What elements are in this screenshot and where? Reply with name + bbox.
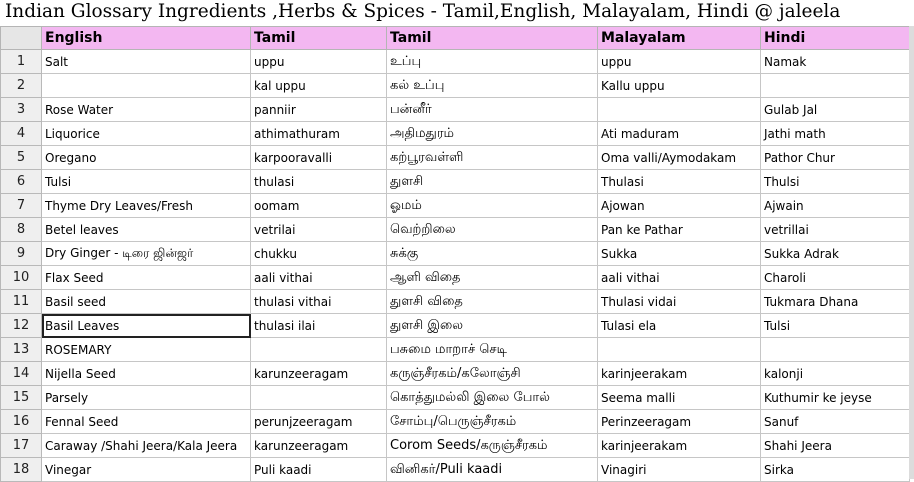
cell-hindi[interactable]: Shahi Jeera [761,434,910,458]
cell-english[interactable]: Caraway /Shahi Jeera/Kala Jeera [42,434,251,458]
header-row [1,27,910,50]
cell-tamil-script[interactable]: துளசி விதை [387,290,598,314]
cell-tamil[interactable]: uppu [251,50,387,74]
row-number[interactable]: 2 [1,74,42,98]
cell-english[interactable]: Dry Ginger - டிரை ஜின்ஜர் [42,242,251,266]
cell-tamil[interactable]: athimathuram [251,122,387,146]
table-row [1,122,910,146]
cell-malayalam[interactable] [598,98,761,122]
cell-hindi[interactable]: Gulab Jal [761,98,910,122]
cell-tamil-script[interactable]: ஆளி விதை [387,266,598,290]
cell-malayalam[interactable]: aali vithai [598,266,761,290]
column-header-tamil-script[interactable]: Tamil [387,27,598,50]
cell-malayalam[interactable]: Oma valli/Aymodakam [598,146,761,170]
cell-tamil-script[interactable]: உப்பு [387,50,598,74]
cell-tamil[interactable]: oomam [251,194,387,218]
cell-malayalam[interactable]: Tulasi ela [598,314,761,338]
table-row [1,50,910,74]
cell-malayalam[interactable]: Kallu uppu [598,74,761,98]
cell-tamil-script[interactable]: வெற்றிலை [387,218,598,242]
cell-tamil-script[interactable]: பன்னீர் [387,98,598,122]
table-row [1,266,910,290]
cell-malayalam[interactable]: Perinzeeragam [598,410,761,434]
cell-hindi[interactable]: Ajwain [761,194,910,218]
table-row [1,338,910,362]
cell-malayalam[interactable]: Seema malli [598,386,761,410]
row-number[interactable]: 17 [1,434,42,458]
cell-tamil[interactable]: thulasi ilai [251,314,387,338]
cell-malayalam[interactable]: Ajowan [598,194,761,218]
cell-english[interactable]: Salt [42,50,251,74]
cell-tamil[interactable] [251,338,387,362]
cell-tamil[interactable] [251,386,387,410]
cell-malayalam[interactable]: karinjeerakam [598,362,761,386]
cell-tamil[interactable]: karunzeeragam [251,434,387,458]
cell-hindi[interactable]: Jathi math [761,122,910,146]
row-number[interactable]: 3 [1,98,42,122]
row-number[interactable]: 5 [1,146,42,170]
cell-tamil[interactable]: vetrilai [251,218,387,242]
cell-tamil-script[interactable]: சுக்கு [387,242,598,266]
cell-english[interactable]: Basil Leaves [42,314,251,338]
cell-malayalam[interactable] [598,338,761,362]
cell-english[interactable]: Tulsi [42,170,251,194]
table-row [1,290,910,314]
table-row [1,242,910,266]
cell-malayalam[interactable]: karinjeerakam [598,434,761,458]
cell-hindi[interactable]: Sirka [761,458,910,482]
cell-malayalam[interactable]: Pan ke Pathar [598,218,761,242]
row-number[interactable]: 16 [1,410,42,434]
cell-hindi[interactable]: Sukka Adrak [761,242,910,266]
cell-tamil[interactable]: thulasi vithai [251,290,387,314]
row-number[interactable]: 18 [1,458,42,482]
table-row [1,74,910,98]
cell-english[interactable]: Parsely [42,386,251,410]
cell-hindi[interactable]: Tukmara Dhana [761,290,910,314]
row-number[interactable]: 10 [1,266,42,290]
table-row [1,458,910,482]
cell-english[interactable]: Flax Seed [42,266,251,290]
cell-english[interactable]: Vinegar [42,458,251,482]
column-header-english[interactable]: English [42,27,251,50]
cell-english[interactable]: Oregano [42,146,251,170]
cell-tamil[interactable]: panniir [251,98,387,122]
cell-hindi[interactable]: Namak [761,50,910,74]
cell-malayalam[interactable]: Vinagiri [598,458,761,482]
row-number[interactable]: 14 [1,362,42,386]
table-row [1,314,910,338]
cell-tamil[interactable]: chukku [251,242,387,266]
row-number[interactable]: 7 [1,194,42,218]
row-number[interactable]: 11 [1,290,42,314]
cell-hindi[interactable] [761,338,910,362]
table-row [1,98,910,122]
cell-english[interactable]: Basil seed [42,290,251,314]
cell-tamil[interactable]: Puli kaadi [251,458,387,482]
cell-tamil-script[interactable]: கற்பூரவள்ளி [387,146,598,170]
cell-tamil-script[interactable]: அதிமதுரம் [387,122,598,146]
cell-hindi[interactable]: Kuthumir ke jeyse [761,386,910,410]
cell-tamil-script[interactable]: சோம்பு/பெருஞ்சீரகம் [387,410,598,434]
cell-tamil-script[interactable]: பசுமை மாறாச் செடி [387,338,598,362]
cell-malayalam[interactable]: Thulasi [598,170,761,194]
row-number[interactable]: 8 [1,218,42,242]
cell-tamil[interactable]: perunjzeeragam [251,410,387,434]
cell-english[interactable]: Rose Water [42,98,251,122]
table-row [1,362,910,386]
cell-tamil[interactable]: aali vithai [251,266,387,290]
cell-english[interactable]: Thyme Dry Leaves/Fresh [42,194,251,218]
cell-english[interactable]: Nijella Seed [42,362,251,386]
glossary-table [0,26,910,482]
cell-english[interactable]: Fennal Seed [42,410,251,434]
table-row [1,218,910,242]
vertical-scrollbar[interactable] [909,26,914,479]
column-header-malayalam[interactable]: Malayalam [598,27,761,50]
cell-tamil[interactable]: karunzeeragam [251,362,387,386]
table-row [1,170,910,194]
cell-tamil-script[interactable]: கல் உப்பு [387,74,598,98]
cell-tamil-script[interactable]: ஓமம் [387,194,598,218]
cell-malayalam[interactable]: Sukka [598,242,761,266]
cell-tamil[interactable]: thulasi [251,170,387,194]
table-row [1,194,910,218]
sheet-title: Indian Glossary Ingredients ,Herbs & Spices - Tamil,English, Malayalam, Hindi @ jaleela [5,1,841,22]
cell-hindi[interactable]: kalonji [761,362,910,386]
cell-tamil-script[interactable]: துளசி இலை [387,314,598,338]
table-row [1,434,910,458]
table-row [1,410,910,434]
cell-tamil-script[interactable]: கொத்துமல்லி இலை போல் [387,386,598,410]
cell-malayalam[interactable]: Thulasi vidai [598,290,761,314]
column-header-tamil[interactable]: Tamil [251,27,387,50]
cell-hindi[interactable]: Charoli [761,266,910,290]
table-row [1,146,910,170]
cell-english[interactable]: Liquorice [42,122,251,146]
row-number[interactable]: 9 [1,242,42,266]
cell-tamil-script[interactable]: துளசி [387,170,598,194]
cell-hindi[interactable]: Pathor Chur [761,146,910,170]
row-number[interactable]: 13 [1,338,42,362]
cell-hindi[interactable]: Tulsi [761,314,910,338]
table-row [1,386,910,410]
cell-malayalam[interactable]: Ati maduram [598,122,761,146]
cell-hindi[interactable] [761,74,910,98]
row-number[interactable]: 12 [1,314,42,338]
cell-tamil[interactable]: kal uppu [251,74,387,98]
cell-hindi[interactable]: vetrillai [761,218,910,242]
row-number[interactable]: 6 [1,170,42,194]
cell-english[interactable]: ROSEMARY [42,338,251,362]
row-number[interactable]: 15 [1,386,42,410]
cell-tamil[interactable]: karpooravalli [251,146,387,170]
cell-malayalam[interactable]: uppu [598,50,761,74]
row-number[interactable]: 1 [1,50,42,74]
corner-cell[interactable] [1,27,42,50]
cell-hindi[interactable]: Thulsi [761,170,910,194]
row-number[interactable]: 4 [1,122,42,146]
cell-tamil-script[interactable]: கருஞ்சீரகம்/கலோஞ்சி [387,362,598,386]
column-header-hindi[interactable]: Hindi [761,27,910,50]
cell-english[interactable]: Betel leaves [42,218,251,242]
cell-hindi[interactable]: Sanuf [761,410,910,434]
cell-english[interactable] [42,74,251,98]
cell-tamil-script[interactable]: வினிகர்/Puli kaadi [387,458,598,482]
cell-tamil-script[interactable]: Corom Seeds/கருஞ்சீரகம் [387,434,598,458]
